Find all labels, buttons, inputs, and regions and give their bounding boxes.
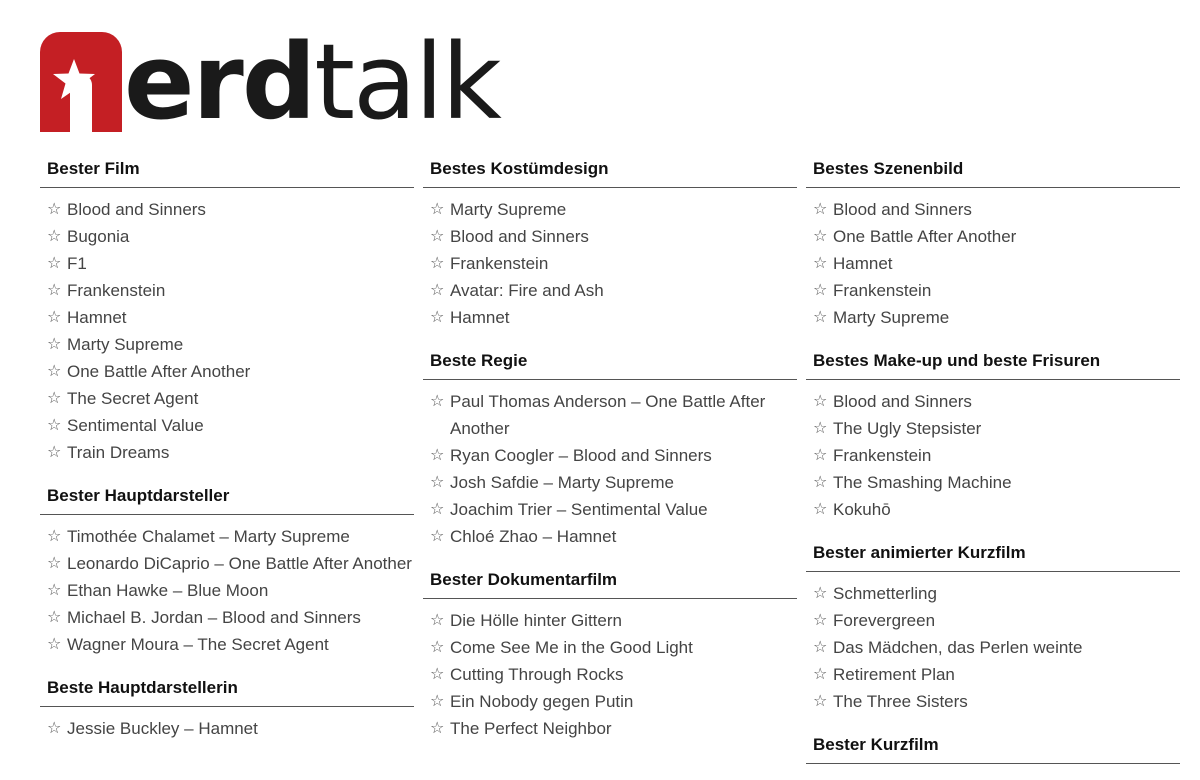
nominee-item — [806, 196, 1180, 223]
nominee-item — [423, 388, 797, 442]
star-outline-icon: ☆ — [430, 693, 445, 710]
nominee-list — [806, 380, 1180, 523]
nominee-list — [423, 599, 797, 742]
star-outline-icon: ☆ — [430, 309, 445, 326]
nominee-list — [40, 188, 414, 466]
star-outline-icon: ☆ — [813, 309, 828, 326]
star-outline-icon: ☆ — [813, 282, 828, 299]
nominee-item — [806, 661, 1180, 688]
nominee-name: F1 — [67, 254, 87, 273]
nominee-name: Ryan Coogler – Blood and Sinners — [450, 446, 712, 465]
star-outline-icon: ☆ — [813, 255, 828, 272]
nominee-name: Frankenstein — [67, 281, 166, 300]
nominee-name: The Three Sisters — [833, 692, 968, 711]
star-outline-icon: ☆ — [47, 417, 62, 434]
category-section — [806, 155, 1180, 331]
category-title: Bestes Kostümdesign — [423, 155, 797, 188]
star-outline-icon: ☆ — [430, 393, 445, 410]
nominee-item — [40, 304, 414, 331]
logo-mark-n — [40, 32, 122, 132]
star-outline-icon: ☆ — [47, 201, 62, 218]
nominee-name: Cutting Through Rocks — [450, 665, 624, 684]
nominee-item — [423, 688, 797, 715]
nominee-list — [40, 707, 414, 742]
star-outline-icon: ☆ — [430, 201, 445, 218]
star-outline-icon: ☆ — [813, 228, 828, 245]
nominee-item — [806, 304, 1180, 331]
star-outline-icon: ☆ — [813, 666, 828, 683]
nominee-list — [423, 188, 797, 331]
nominee-name: Jessie Buckley – Hamnet — [67, 719, 258, 738]
category-section — [423, 155, 797, 331]
nominee-item — [806, 250, 1180, 277]
category-title: Bester Dokumentarfilm — [423, 566, 797, 599]
category-section — [423, 347, 797, 550]
nominee-item — [423, 277, 797, 304]
nominee-name: Blood and Sinners — [450, 227, 589, 246]
nominee-item — [40, 550, 414, 577]
nominee-item — [423, 196, 797, 223]
nominee-item — [806, 688, 1180, 715]
nominee-name: Paul Thomas Anderson – One Battle After Another — [450, 392, 766, 438]
star-outline-icon: ☆ — [430, 666, 445, 683]
nominee-name: Train Dreams — [67, 443, 170, 462]
nominee-name: The Perfect Neighbor — [450, 719, 612, 738]
nominee-name: Blood and Sinners — [833, 200, 972, 219]
nominee-name: Hamnet — [67, 308, 127, 327]
nominee-item — [423, 523, 797, 550]
logo-bold-text: erd — [124, 21, 315, 143]
star-outline-icon: ☆ — [813, 420, 828, 437]
nominee-name: Chloé Zhao – Hamnet — [450, 527, 617, 546]
nominee-item — [40, 250, 414, 277]
nominee-item — [806, 607, 1180, 634]
site-logo[interactable] — [40, 21, 500, 143]
nominee-item — [40, 385, 414, 412]
category-section — [40, 674, 414, 742]
star-outline-icon: ☆ — [813, 474, 828, 491]
star-outline-icon: ☆ — [813, 585, 828, 602]
category-title: Beste Regie — [423, 347, 797, 380]
column-1 — [40, 155, 414, 758]
nominee-item — [806, 223, 1180, 250]
nominee-name: Die Hölle hinter Gittern — [450, 611, 622, 630]
nominee-item — [423, 442, 797, 469]
star-outline-icon: ☆ — [430, 612, 445, 629]
nominee-name: Come See Me in the Good Light — [450, 638, 693, 657]
nominee-item — [423, 496, 797, 523]
nominee-name: Ethan Hawke – Blue Moon — [67, 581, 269, 600]
nominee-name: Michael B. Jordan – Blood and Sinners — [67, 608, 361, 627]
nominee-name: Marty Supreme — [833, 308, 950, 327]
nominee-list — [423, 380, 797, 550]
nominee-item — [806, 415, 1180, 442]
star-outline-icon: ☆ — [47, 336, 62, 353]
nominee-name: Retirement Plan — [833, 665, 955, 684]
nominee-item — [40, 223, 414, 250]
nominee-name: The Secret Agent — [67, 389, 199, 408]
nominee-item — [423, 607, 797, 634]
nominee-item — [40, 604, 414, 631]
star-outline-icon: ☆ — [813, 693, 828, 710]
star-outline-icon: ☆ — [430, 447, 445, 464]
star-outline-icon: ☆ — [430, 474, 445, 491]
nominee-name: Timothée Chalamet – Marty Supreme — [67, 527, 350, 546]
nominee-item — [423, 715, 797, 742]
category-title: Beste Hauptdarstellerin — [40, 674, 414, 707]
star-outline-icon: ☆ — [47, 390, 62, 407]
category-title: Bestes Make-up und beste Frisuren — [806, 347, 1180, 380]
nominee-item — [40, 715, 414, 742]
star-outline-icon: ☆ — [47, 228, 62, 245]
nominee-item — [40, 523, 414, 550]
nominee-item — [806, 277, 1180, 304]
category-section — [423, 566, 797, 742]
nominee-name: Marty Supreme — [67, 335, 184, 354]
star-outline-icon: ☆ — [430, 282, 445, 299]
star-outline-icon: ☆ — [47, 720, 62, 737]
nominee-name: The Smashing Machine — [833, 473, 1012, 492]
nominee-item — [40, 358, 414, 385]
star-outline-icon: ☆ — [430, 501, 445, 518]
logo-wordmark — [124, 21, 500, 143]
nominee-item — [423, 661, 797, 688]
nominee-name: Marty Supreme — [450, 200, 567, 219]
nominee-item — [806, 388, 1180, 415]
nominee-name: One Battle After Another — [67, 362, 251, 381]
nominee-name: Frankenstein — [450, 254, 549, 273]
nominee-name: Sentimental Value — [67, 416, 204, 435]
nominee-item — [40, 631, 414, 658]
nominee-item — [40, 331, 414, 358]
nominee-item — [806, 496, 1180, 523]
nominee-name: Blood and Sinners — [833, 392, 972, 411]
nominee-list — [806, 572, 1180, 715]
star-outline-icon: ☆ — [47, 444, 62, 461]
logo-light-text: talk — [314, 21, 500, 143]
nominee-name: The Ugly Stepsister — [833, 419, 982, 438]
star-outline-icon: ☆ — [813, 501, 828, 518]
star-outline-icon: ☆ — [430, 720, 445, 737]
star-outline-icon: ☆ — [813, 612, 828, 629]
nominee-name: Joachim Trier – Sentimental Value — [450, 500, 708, 519]
nominee-name: Kokuhō — [833, 500, 891, 519]
star-outline-icon: ☆ — [47, 363, 62, 380]
nominee-item — [806, 442, 1180, 469]
nominee-item — [40, 412, 414, 439]
category-title: Bester animierter Kurzfilm — [806, 539, 1180, 572]
nominee-name: Hamnet — [450, 308, 510, 327]
column-3 — [806, 155, 1180, 780]
star-outline-icon: ☆ — [430, 528, 445, 545]
nominee-name: Blood and Sinners — [67, 200, 206, 219]
nominee-item — [40, 577, 414, 604]
star-outline-icon: ☆ — [47, 309, 62, 326]
star-outline-icon: ☆ — [47, 609, 62, 626]
nominee-item — [423, 250, 797, 277]
nominee-item — [423, 223, 797, 250]
nominee-item — [40, 196, 414, 223]
nominee-item — [806, 580, 1180, 607]
star-outline-icon: ☆ — [47, 582, 62, 599]
star-outline-icon: ☆ — [47, 555, 62, 572]
nominee-item — [806, 634, 1180, 661]
nominee-list — [806, 188, 1180, 331]
category-section — [40, 482, 414, 658]
star-outline-icon: ☆ — [47, 255, 62, 272]
star-outline-icon: ☆ — [813, 201, 828, 218]
category-title: Bester Hauptdarsteller — [40, 482, 414, 515]
star-outline-icon: ☆ — [430, 639, 445, 656]
nominee-name: Wagner Moura – The Secret Agent — [67, 635, 329, 654]
nominee-item — [423, 469, 797, 496]
star-outline-icon: ☆ — [813, 393, 828, 410]
nominee-name: Schmetterling — [833, 584, 937, 603]
nominee-name: One Battle After Another — [833, 227, 1017, 246]
category-title: Bestes Szenenbild — [806, 155, 1180, 188]
nominee-item — [423, 634, 797, 661]
category-section — [806, 347, 1180, 523]
star-outline-icon: ☆ — [813, 447, 828, 464]
nominee-name: Frankenstein — [833, 446, 932, 465]
star-outline-icon: ☆ — [813, 639, 828, 656]
star-outline-icon: ☆ — [430, 228, 445, 245]
category-section — [806, 731, 1180, 764]
nominee-item — [40, 277, 414, 304]
category-title: Bester Film — [40, 155, 414, 188]
nominee-name: Ein Nobody gegen Putin — [450, 692, 634, 711]
star-outline-icon: ☆ — [47, 528, 62, 545]
nominee-name: Forevergreen — [833, 611, 936, 630]
column-2 — [423, 155, 797, 758]
star-outline-icon: ☆ — [47, 282, 62, 299]
category-section — [806, 539, 1180, 715]
nominee-name: Avatar: Fire and Ash — [450, 281, 604, 300]
nominee-list — [40, 515, 414, 658]
logo-star-icon — [52, 58, 96, 100]
star-outline-icon: ☆ — [47, 636, 62, 653]
nominee-item — [40, 439, 414, 466]
nominee-name: Hamnet — [833, 254, 893, 273]
nominee-name: Frankenstein — [833, 281, 932, 300]
category-section — [40, 155, 414, 466]
nominee-name: Bugonia — [67, 227, 130, 246]
nominee-name: Das Mädchen, das Perlen weinte — [833, 638, 1083, 657]
star-outline-icon: ☆ — [430, 255, 445, 272]
nominee-item — [806, 469, 1180, 496]
category-title: Bester Kurzfilm — [806, 731, 1180, 764]
nominee-item — [423, 304, 797, 331]
nominee-name: Leonardo DiCaprio – One Battle After Another — [67, 554, 412, 573]
nominee-name: Josh Safdie – Marty Supreme — [450, 473, 674, 492]
